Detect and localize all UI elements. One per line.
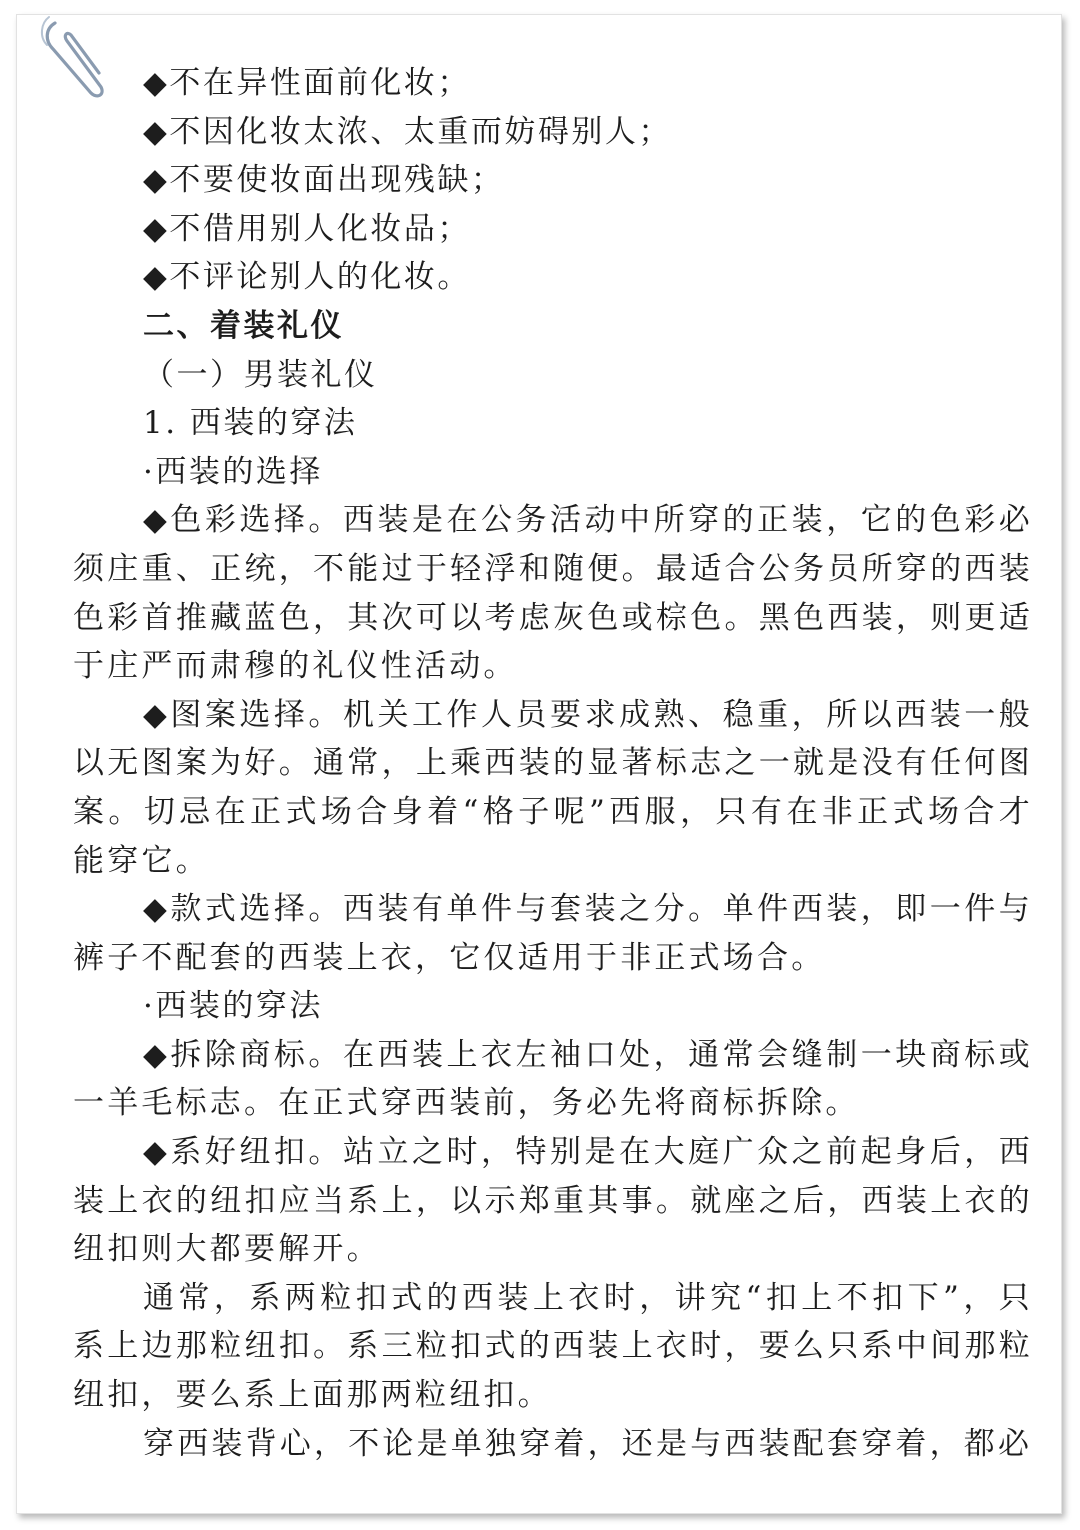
sub-heading-suit-wearing: ·西装的穿法	[143, 988, 323, 1025]
item-heading: 1. 西装的穿法	[143, 405, 358, 442]
bullet-no-makeup-opposite-sex: ◆不在异性面前化妆；	[143, 65, 471, 101]
paragraph-style-selection: ◆款式选择。西装有单件与套装之分。单件西装，即一件与裤子不配套的西装上衣，它仅适用于非正式场合。	[73, 891, 1033, 976]
paragraph-color-selection: ◆色彩选择。西装是在公务活动中所穿的正装，它的色彩必须庄重、正统，不能过于轻浮和随便。最适合公务员所穿的西装色彩首推藏蓝色，其次可以考虑灰色或棕色。黑色西装，则更适于庄严而肃穆的礼仪性活动。	[73, 502, 1033, 685]
paragraph-buttons: ◆系好纽扣。站立之时，特别是在大庭广众之前起身后，西装上衣的纽扣应当系上，以示郑重其事。就座之后，西装上衣的纽扣则大都要解开。	[73, 1134, 1033, 1268]
section-heading: 二、着装礼仪	[143, 307, 344, 344]
bullet-no-commenting: ◆不评论别人的化妆。	[143, 259, 471, 296]
bullet-no-incomplete-makeup: ◆不要使妆面出现残缺；	[143, 162, 505, 199]
paragraph-button-rules: 通常，系两粒扣式的西装上衣时，讲究“扣上不扣下”，只系上边那粒纽扣。系三粒扣式的西装上衣时，要么只系中间那粒纽扣，要么系上面那两粒纽扣。	[73, 1279, 1033, 1414]
paragraph-remove-label: ◆拆除商标。在西装上衣左袖口处，通常会缝制一块商标或一羊毛标志。在正式穿西装前，务必先将商标拆除。	[73, 1036, 1033, 1122]
sub-heading-suit-selection: ·西装的选择	[143, 453, 323, 490]
bullet-not-too-heavy: ◆不因化妆太浓、太重而妨碍别人；	[143, 113, 672, 150]
document-body	[73, 59, 1033, 1468]
bullet-no-borrowing: ◆不借用别人化妆品；	[143, 210, 471, 247]
subsection-heading: （一）男装礼仪	[143, 356, 378, 393]
paragraph-pattern-selection: ◆图案选择。机关工作人员要求成熟、稳重，所以西装一般以无图案为好。通常，上乘西装的显著标志之一就是没有任何图案。切忌在正式场合身着“格子呢”西服，只有在非正式场合才能穿它。	[73, 696, 1033, 879]
paragraph-vest: 穿西装背心，不论是单独穿着，还是与西装配套穿着，都必	[143, 1425, 1033, 1462]
document-page	[16, 14, 1062, 1514]
